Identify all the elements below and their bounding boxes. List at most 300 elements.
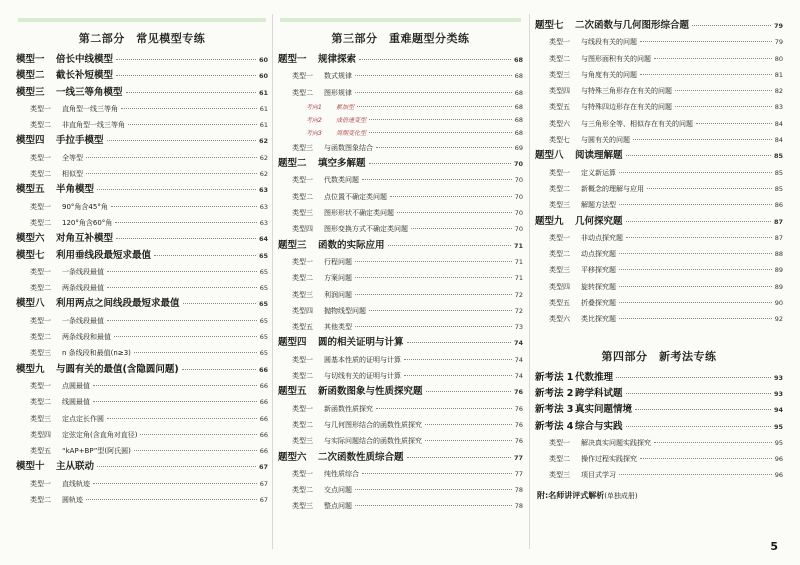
toc-entry-main[interactable] xyxy=(16,459,268,475)
entry-title: 圆轨迹 xyxy=(62,496,83,505)
page-ref: 95 xyxy=(773,422,783,431)
entry-title: 新函数性质探究 xyxy=(324,404,373,413)
toc-entry-sub[interactable] xyxy=(278,254,523,270)
toc-entry-main[interactable] xyxy=(16,182,268,198)
page-ref: 65 xyxy=(259,284,268,293)
dot-leader xyxy=(626,426,771,427)
dot-leader xyxy=(654,442,772,443)
toc-entry-sub[interactable] xyxy=(16,378,268,394)
entry-title: 新函数图象与性质探究题 xyxy=(318,386,423,398)
toc-entry-sub[interactable] xyxy=(278,172,523,188)
dot-leader xyxy=(107,320,257,321)
entry-title: 操作过程实践探究 xyxy=(581,455,637,464)
page-ref: 61 xyxy=(258,88,268,97)
toc-entry-sub[interactable] xyxy=(16,313,268,329)
entry-title: 二次函数性质综合题 xyxy=(318,451,404,463)
toc-entry-sub[interactable] xyxy=(16,215,268,231)
page-ref: 68 xyxy=(514,128,523,137)
toc-entry-sub[interactable] xyxy=(535,99,783,115)
toc-entry-sub[interactable] xyxy=(16,199,268,215)
toc-entry-sub[interactable] xyxy=(535,467,783,483)
page-ref: 61 xyxy=(259,104,268,113)
entry-label: 模型八 xyxy=(16,298,45,310)
entry-title: 折叠探究题 xyxy=(581,299,616,308)
page-ref: 76 xyxy=(514,404,523,413)
toc-entry-sub[interactable] xyxy=(278,85,523,101)
page-ref: 67 xyxy=(259,496,268,505)
page-ref: 80 xyxy=(774,54,783,63)
toc-entry-sub[interactable] xyxy=(16,411,268,427)
toc-entry-sub[interactable] xyxy=(535,435,783,451)
entry-label: 类型二 xyxy=(292,88,313,97)
toc-entry-sub[interactable] xyxy=(278,498,523,514)
entry-title: 图形形状不确定类问题 xyxy=(324,209,394,218)
toc-entry-main[interactable] xyxy=(16,52,268,68)
toc-entry-sub[interactable] xyxy=(278,189,523,205)
entry-label: 类型五 xyxy=(30,447,51,456)
entry-label: 类型三 xyxy=(549,70,570,79)
toc-entry-main[interactable] xyxy=(278,384,523,400)
entry-title: 两条线段和最值 xyxy=(62,333,111,342)
entry-title: 累加型 xyxy=(336,103,355,111)
toc-entry-main[interactable] xyxy=(535,386,783,402)
page-ref: 65 xyxy=(259,333,268,342)
appendix-label: 附:名师讲评式解析 xyxy=(537,490,605,500)
page-ref: 82 xyxy=(774,87,783,96)
entry-label: 模型五 xyxy=(16,184,45,196)
page-ref: 60 xyxy=(258,56,268,64)
toc-entry-sub[interactable] xyxy=(16,264,268,280)
entry-label: 类型六 xyxy=(549,119,570,128)
entry-label: 类型四 xyxy=(30,430,51,439)
page-ref: 66 xyxy=(258,365,268,374)
toc-entry-main[interactable] xyxy=(16,68,268,84)
dot-leader xyxy=(86,157,257,158)
toc-entry-sub[interactable] xyxy=(535,295,783,311)
toc-entry-main[interactable] xyxy=(16,296,268,312)
toc-entry-sub[interactable] xyxy=(278,319,523,335)
dot-leader xyxy=(111,206,257,207)
entry-title: “kAP+BP”型(阿氏圆) xyxy=(62,447,131,456)
entry-title: 圆的相关证明与计算 xyxy=(318,337,404,349)
entry-title: 全等型 xyxy=(62,153,83,162)
header-band xyxy=(280,18,521,22)
toc-entry-sub[interactable] xyxy=(16,345,268,361)
entry-label: 类型一 xyxy=(292,257,313,266)
entry-label: 模型四 xyxy=(16,135,45,147)
entry-label: 类型四 xyxy=(549,282,570,291)
toc-entry-sub[interactable] xyxy=(278,287,523,303)
toc-entry-sub[interactable] xyxy=(535,197,783,213)
toc-entry-sub[interactable] xyxy=(278,68,523,84)
page-ref: 90 xyxy=(774,299,783,308)
toc-entry-main[interactable] xyxy=(535,148,783,164)
entry-label: 类型三 xyxy=(549,201,570,210)
page-ref: 66 xyxy=(259,430,268,439)
entry-title: 半角模型 xyxy=(56,184,95,196)
entry-label: 类型三 xyxy=(292,143,313,152)
dot-leader xyxy=(388,245,511,246)
entry-label: 类型二 xyxy=(30,284,51,293)
toc-entry-main[interactable] xyxy=(278,335,523,351)
entry-title: 行程问题 xyxy=(324,257,352,266)
dot-leader xyxy=(675,90,772,91)
page-ref: 74 xyxy=(514,355,523,364)
dot-leader xyxy=(640,458,772,459)
page-ref: 79 xyxy=(774,38,783,47)
entry-label: 模型九 xyxy=(16,363,45,375)
dot-leader xyxy=(107,418,257,419)
page-ref: 71 xyxy=(514,257,523,266)
entry-label: 类型一 xyxy=(30,202,51,211)
toc-entry-main[interactable] xyxy=(16,85,268,101)
entry-title: 二次函数与几何图形综合题 xyxy=(575,20,690,31)
toc-entry-sub[interactable] xyxy=(278,352,523,368)
entry-title: 跨学科试题 xyxy=(575,387,623,399)
toc-entry-sub[interactable] xyxy=(16,329,268,345)
page-ref: 65 xyxy=(259,316,268,325)
toc-entry-sub[interactable] xyxy=(535,246,783,262)
toc-entry-sub[interactable] xyxy=(535,181,783,197)
toc-entry-main[interactable] xyxy=(278,450,523,466)
dot-leader xyxy=(107,271,257,272)
page-ref: 65 xyxy=(259,349,268,358)
page-ref: 96 xyxy=(774,471,783,480)
page-ref: 66 xyxy=(259,414,268,423)
page-ref: 96 xyxy=(774,455,783,464)
dot-leader xyxy=(407,457,511,458)
entry-label: 题型五 xyxy=(278,386,307,398)
toc-list xyxy=(535,18,783,328)
entry-label: 题型八 xyxy=(535,150,564,162)
page-ref: 72 xyxy=(514,290,523,299)
entry-label: 题型四 xyxy=(278,337,307,349)
toc-entry-sub[interactable] xyxy=(16,443,268,459)
entry-label: 类型一 xyxy=(292,176,313,185)
entry-label: 类型三 xyxy=(549,266,570,275)
page-ref: 63 xyxy=(258,186,268,195)
toc-entry-sub[interactable] xyxy=(16,166,268,182)
toc-entry-sub[interactable] xyxy=(278,482,523,498)
toc-entry-sub[interactable] xyxy=(535,132,783,148)
header-band xyxy=(18,18,266,22)
dot-leader xyxy=(355,261,512,262)
toc-entry-sub[interactable] xyxy=(535,262,783,278)
entry-title: 周期变化型 xyxy=(336,129,367,137)
entry-title: 交点问题 xyxy=(324,486,352,495)
dot-leader xyxy=(362,179,512,180)
dot-leader xyxy=(619,204,772,205)
page-ref: 65 xyxy=(258,300,268,309)
toc-column-2 xyxy=(278,18,523,548)
toc-entry-sub[interactable] xyxy=(16,101,268,117)
entry-title: 利用两点之间线段最短求最值 xyxy=(56,298,180,310)
page-ref: 63 xyxy=(259,218,268,227)
page-ref: 74 xyxy=(513,339,523,348)
entry-label: 类型二 xyxy=(549,184,570,193)
page-ref: 85 xyxy=(774,184,783,193)
entry-title: n 条线段和最值(n≥3) xyxy=(62,349,131,358)
entry-label: 类型二 xyxy=(292,486,313,495)
page-ref: 92 xyxy=(774,315,783,324)
entry-title: 直线轨迹 xyxy=(62,479,90,488)
dot-leader xyxy=(116,59,256,60)
toc-entry-main[interactable] xyxy=(535,402,783,418)
page-ref: 61 xyxy=(259,121,268,130)
toc-list xyxy=(278,52,523,515)
entry-label: 类型五 xyxy=(292,323,313,332)
toc-entry-sub[interactable] xyxy=(278,303,523,319)
entry-title: 利用垂线段最短求最值 xyxy=(56,249,152,261)
toc-entry-sub[interactable] xyxy=(16,117,268,133)
dot-leader xyxy=(97,189,256,190)
entry-label: 类型一 xyxy=(30,381,51,390)
entry-title: 与函数图象结合 xyxy=(324,143,373,152)
toc-entry-main[interactable] xyxy=(535,419,783,435)
toc-entry-main[interactable] xyxy=(535,18,783,34)
appendix-line xyxy=(535,490,783,501)
entry-title: 与图形面积有关的问题 xyxy=(581,54,651,63)
page-ref: 95 xyxy=(774,438,783,447)
entry-title: 方案问题 xyxy=(324,274,352,283)
dot-leader xyxy=(426,391,511,392)
dot-leader xyxy=(355,75,512,76)
entry-title: 与特殊四边形存在有关的问题 xyxy=(581,103,672,112)
toc-entry-sub[interactable] xyxy=(16,150,268,166)
toc-entry-main[interactable] xyxy=(278,238,523,254)
entry-label: 类型一 xyxy=(549,38,570,47)
entry-label: 题型七 xyxy=(535,20,564,31)
page-ref: 71 xyxy=(513,241,523,250)
toc-entry-sub[interactable] xyxy=(16,427,268,443)
toc-entry-sub[interactable] xyxy=(535,279,783,295)
page-ref: 93 xyxy=(773,389,783,398)
dot-leader xyxy=(376,147,512,148)
entry-label: 新考法 4 xyxy=(535,420,574,432)
toc-entry-main[interactable] xyxy=(535,370,783,386)
entry-title: 纯性质综合 xyxy=(324,469,359,478)
toc-entry-sub[interactable] xyxy=(278,466,523,482)
dot-leader xyxy=(675,106,772,107)
dot-leader xyxy=(114,336,257,337)
entry-label: 类型二 xyxy=(549,250,570,259)
entry-label: 类型二 xyxy=(292,372,313,381)
dot-leader xyxy=(86,173,257,174)
page-ref: 70 xyxy=(514,192,523,201)
page-ref: 74 xyxy=(514,372,523,381)
toc-entry-main[interactable] xyxy=(278,52,523,68)
toc-entry-sub[interactable] xyxy=(535,165,783,181)
entry-title: 数式规律 xyxy=(324,72,352,81)
dot-leader xyxy=(619,318,772,319)
toc-entry-main[interactable] xyxy=(16,231,268,247)
dot-leader xyxy=(619,253,772,254)
page-ref: 85 xyxy=(773,152,783,161)
entry-title: 与角度有关的问题 xyxy=(581,70,637,79)
dot-leader xyxy=(126,92,256,93)
entry-title: 线圆最值 xyxy=(62,398,90,407)
entry-label: 模型六 xyxy=(16,233,45,245)
entry-title: 代数推理 xyxy=(575,371,614,383)
entry-label: 类型三 xyxy=(292,502,313,511)
entry-title: 非动点探究题 xyxy=(581,233,623,242)
dot-leader xyxy=(97,466,256,467)
entry-label: 类型二 xyxy=(549,455,570,464)
part-title: 第三部分 重难题型分类练 xyxy=(331,32,470,45)
dot-leader xyxy=(654,58,772,59)
dot-leader xyxy=(425,440,512,441)
page-number: 5 xyxy=(770,540,778,553)
entry-title: 一条线段最值 xyxy=(62,267,104,276)
dot-leader xyxy=(369,132,512,133)
page-ref: 86 xyxy=(774,201,783,210)
page-ref: 66 xyxy=(259,447,268,456)
dot-leader xyxy=(359,59,511,60)
entry-title: 解题方法型 xyxy=(581,201,616,210)
entry-title: 90°角含45°角 xyxy=(62,202,108,211)
dot-leader xyxy=(355,294,512,295)
dot-leader xyxy=(635,409,771,410)
entry-label: 模型一 xyxy=(16,54,45,65)
page-ref: 77 xyxy=(513,453,523,462)
entry-title: 利润问题 xyxy=(324,290,352,299)
dot-leader xyxy=(619,302,772,303)
dot-leader xyxy=(404,359,512,360)
entry-label: 类型二 xyxy=(30,496,51,505)
entry-label: 类型二 xyxy=(292,420,313,429)
entry-title: 其他类型 xyxy=(324,323,352,332)
toc-entry-sub[interactable] xyxy=(16,492,268,508)
dot-leader xyxy=(93,385,257,386)
dot-leader xyxy=(182,369,256,370)
dot-leader xyxy=(369,163,511,164)
entry-title: 与实际问题结合的函数性质探究 xyxy=(324,437,422,446)
entry-label: 类型三 xyxy=(549,471,570,480)
dot-leader xyxy=(355,92,512,93)
page-ref: 70 xyxy=(513,160,523,169)
page-ref: 68 xyxy=(513,56,523,64)
toc-entry-sub[interactable] xyxy=(535,51,783,67)
entry-title: 成倍递变型 xyxy=(336,116,367,124)
toc-entry-main[interactable] xyxy=(535,214,783,230)
dot-leader xyxy=(640,74,772,75)
toc-entry-sub[interactable] xyxy=(16,476,268,492)
toc-entry-main[interactable] xyxy=(278,156,523,172)
entry-title: 解决真实问题实践探究 xyxy=(581,438,651,447)
page-ref: 89 xyxy=(774,282,783,291)
toc-entry-sub[interactable] xyxy=(278,368,523,384)
page-ref: 68 xyxy=(514,72,523,81)
dot-leader xyxy=(397,212,512,213)
entry-label: 题型三 xyxy=(278,239,307,251)
entry-label: 类型七 xyxy=(549,136,570,145)
dot-leader xyxy=(154,255,256,256)
dot-leader xyxy=(357,106,512,107)
entry-title: 动点探究题 xyxy=(581,250,616,259)
entry-label: 类型三 xyxy=(292,437,313,446)
toc-entry-sub[interactable] xyxy=(278,221,523,237)
dot-leader xyxy=(369,119,512,120)
toc-entry-sub[interactable] xyxy=(278,401,523,417)
toc-entry-sub[interactable] xyxy=(535,311,783,327)
dot-leader xyxy=(390,196,512,197)
entry-label: 类型一 xyxy=(292,72,313,81)
toc-entry-main[interactable] xyxy=(16,362,268,378)
dot-leader xyxy=(407,342,511,343)
page-ref: 67 xyxy=(258,463,268,472)
entry-title: 点圆最值 xyxy=(62,381,90,390)
toc-entry-sub3[interactable] xyxy=(278,127,523,140)
entry-label: 新考法 2 xyxy=(535,387,574,399)
page-ref: 65 xyxy=(258,251,268,260)
toc-entry-main[interactable] xyxy=(16,133,268,149)
entry-title: 代数类问题 xyxy=(324,176,359,185)
page-ref: 71 xyxy=(514,274,523,283)
entry-label: 类型一 xyxy=(549,168,570,177)
toc-entry-sub[interactable] xyxy=(278,140,523,156)
dot-leader xyxy=(616,377,771,378)
toc-entry-sub3[interactable] xyxy=(278,101,523,114)
entry-label: 类型一 xyxy=(549,233,570,242)
toc-entry-sub[interactable] xyxy=(535,67,783,83)
dot-leader xyxy=(134,352,257,353)
toc-entry-sub[interactable] xyxy=(278,205,523,221)
entry-title: 填空多解题 xyxy=(318,158,366,170)
entry-label: 考向2 xyxy=(306,116,322,124)
entry-label: 类型二 xyxy=(30,121,51,130)
page-ref: 88 xyxy=(774,250,783,259)
toc-entry-sub3[interactable] xyxy=(278,114,523,127)
toc-list xyxy=(16,52,268,508)
toc-entry-sub[interactable] xyxy=(278,433,523,449)
entry-title: 图形变换方式不确定类问题 xyxy=(324,225,408,234)
entry-title: 与圆有关的问题 xyxy=(581,136,630,145)
toc-entry-sub[interactable] xyxy=(278,270,523,286)
dot-leader xyxy=(626,155,771,156)
toc-entry-main[interactable] xyxy=(16,248,268,264)
dot-leader xyxy=(107,140,256,141)
entry-title: 两条线段最值 xyxy=(62,284,104,293)
entry-label: 类型一 xyxy=(292,355,313,364)
dot-leader xyxy=(376,408,512,409)
entry-label: 类型一 xyxy=(30,267,51,276)
page-ref: 67 xyxy=(259,479,268,488)
toc-entry-sub[interactable] xyxy=(535,34,783,50)
dot-leader xyxy=(626,393,771,394)
toc-entry-sub[interactable] xyxy=(278,417,523,433)
entry-label: 类型一 xyxy=(30,316,51,325)
entry-label: 类型一 xyxy=(292,469,313,478)
dot-leader xyxy=(134,450,257,451)
page-ref: 62 xyxy=(259,170,268,179)
toc-entry-sub[interactable] xyxy=(16,280,268,296)
page-ref: 68 xyxy=(514,88,523,97)
entry-title: 120°角含60°角 xyxy=(62,218,113,227)
part-title: 第四部分 新考法专练 xyxy=(601,349,717,363)
toc-entry-sub[interactable] xyxy=(16,394,268,410)
page-ref: 76 xyxy=(514,420,523,429)
page-ref: 64 xyxy=(258,235,268,244)
toc-entry-sub[interactable] xyxy=(535,83,783,99)
entry-label: 模型七 xyxy=(16,249,45,261)
dot-leader xyxy=(355,489,512,490)
entry-title: 抛物线型问题 xyxy=(324,306,366,315)
toc-entry-sub[interactable] xyxy=(535,230,783,246)
toc-entry-sub[interactable] xyxy=(535,116,783,132)
toc-entry-sub[interactable] xyxy=(535,451,783,467)
dot-leader xyxy=(362,473,512,474)
page-ref: 72 xyxy=(514,306,523,315)
